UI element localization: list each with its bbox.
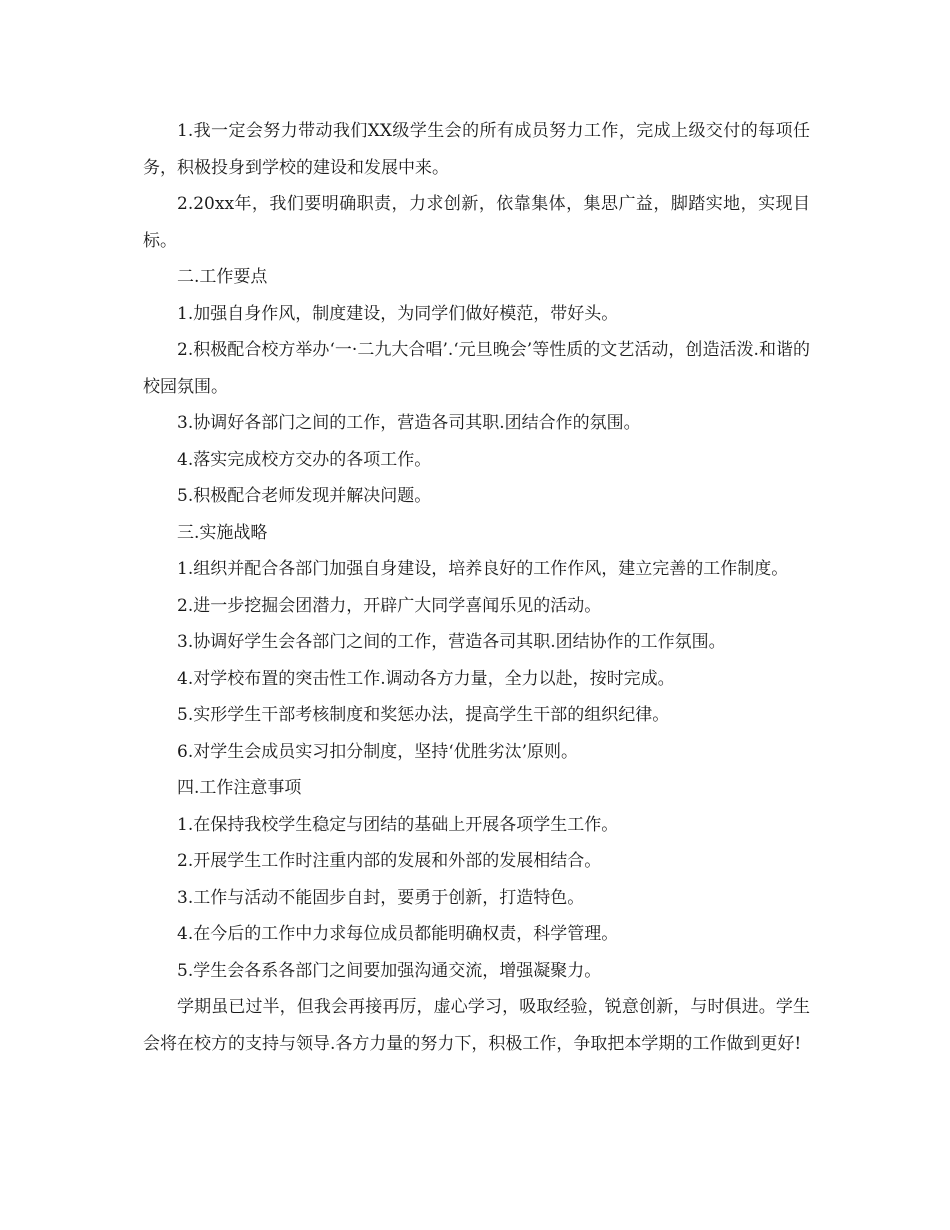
- paragraph-6: 3.协调好各部门之间的工作，营造各司其职.团结合作的氛围。: [177, 413, 641, 433]
- paragraph-1: 1.我一定会努力带动我们XX级学生会的所有成员努力工作，完成上级交付的每项任务，积极投身到学校的建设和发展中来。: [143, 121, 810, 178]
- paragraph-17: 1.在保持我校学生稳定与团结的基础上开展各项学生工作。: [177, 814, 619, 835]
- section-heading-notes: 四.工作注意事项: [177, 778, 302, 798]
- paragraph-12: 3.协调好学生会各部门之间的工作，营造各司其职.团结协作的工作氛围。: [177, 632, 726, 652]
- paragraph-15: 6.对学生会成员实习扣分制度，坚持‘优胜劣汰’原则。: [177, 741, 579, 762]
- paragraph-18: 2.开展学生工作时注重内部的发展和外部的发展相结合。: [177, 851, 602, 871]
- paragraph-20: 4.在今后的工作中力求每位成员都能明确权责，科学管理。: [177, 924, 619, 944]
- paragraph-13: 4.对学校布置的突击性工作.调动各方力量，全力以赴，按时完成。: [177, 668, 675, 689]
- paragraph-4: 1.加强自身作风，制度建设，为同学们做好模范，带好头。: [177, 303, 619, 324]
- section-heading-strategy: 三.实施战略: [177, 522, 268, 543]
- closing-paragraph: 学期虽已过半，但我会再接再厉，虚心学习，吸取经验，锐意创新，与时俱进。学生会将在校方的支持与领导.各方力量的努力下，积极工作，争取把本学期的工作做到更好!: [143, 997, 810, 1054]
- paragraph-21: 5.学生会各系各部门之间要加强沟通交流，增强凝聚力。: [177, 960, 602, 981]
- paragraph-8: 5.积极配合老师发现并解决问题。: [177, 486, 432, 506]
- paragraph-7: 4.落实完成校方交办的各项工作。: [177, 449, 432, 470]
- section-heading-key-points: 二.工作要点: [177, 267, 268, 287]
- paragraph-14: 5.实形学生干部考核制度和奖惩办法，提高学生干部的组织纪律。: [177, 705, 670, 725]
- paragraph-10: 1.组织并配合各部门加强自身建设，培养良好的工作作风，建立完善的工作制度。: [177, 559, 789, 579]
- paragraph-5: 2.积极配合校方举办‘一·二九大合唱’.‘元旦晚会’等性质的文艺活动，创造活泼.和谐的校园氛围。: [143, 340, 810, 397]
- document-body: [143, 113, 810, 1062]
- paragraph-11: 2.进一步挖掘会团潜力，开辟广大同学喜闻乐见的活动。: [177, 595, 602, 616]
- paragraph-19: 3.工作与活动不能固步自封，要勇于创新，打造特色。: [177, 887, 585, 908]
- paragraph-2: 2.20xx年，我们要明确职责，力求创新，依靠集体，集思广益，脚踏实地，实现目标。: [143, 194, 810, 251]
